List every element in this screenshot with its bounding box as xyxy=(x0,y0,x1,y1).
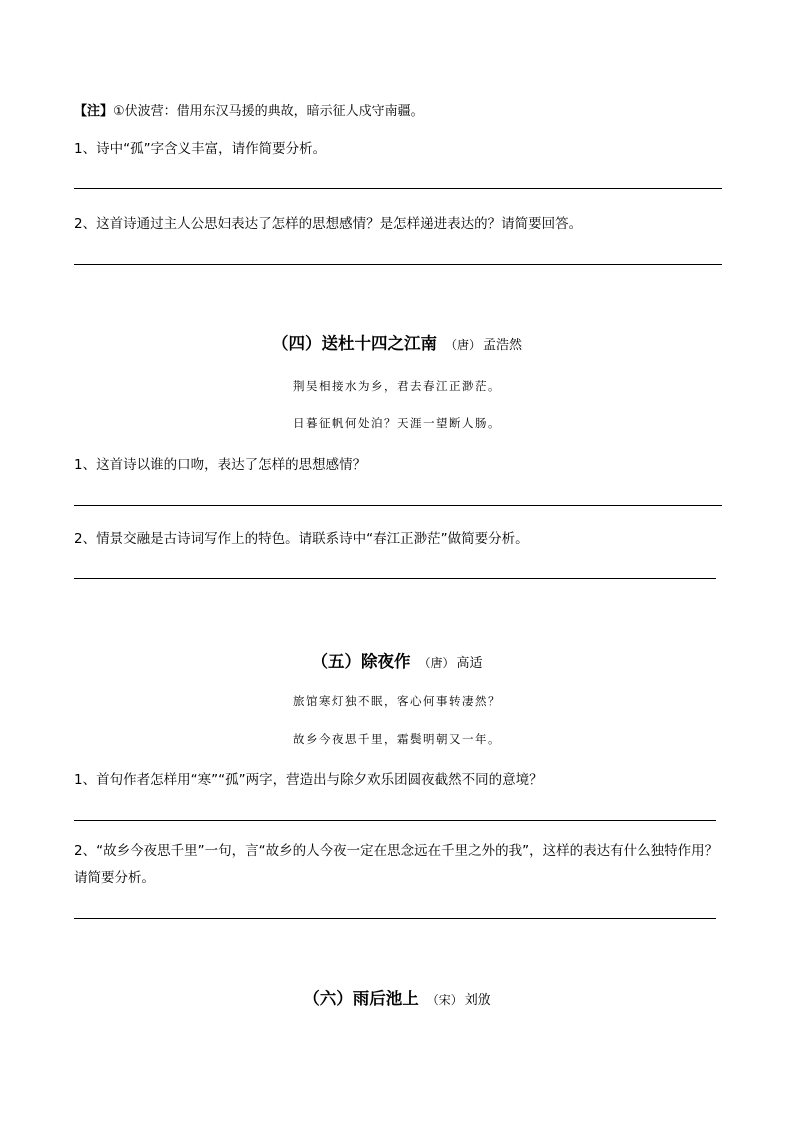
answer-line-3-1[interactable] xyxy=(74,188,722,189)
question-3-2: 2、这首诗通过主人公思妇表达了怎样的思想感情？是怎样递进表达的？请简要回答。 xyxy=(74,216,583,232)
poem-title-5 xyxy=(0,648,794,672)
question-5-2: 2、“故乡今夜思千里”一句，言“故乡的人今夜一定在思念远在千里之外的我”，这样的表达有什么独特作用？请简要分析。 xyxy=(74,843,719,886)
answer-line-4-1[interactable] xyxy=(74,505,722,506)
poem-5-line-2: 故乡今夜思千里，霜鬓明朝又一年。 xyxy=(293,732,501,746)
poem-5-line-1: 旅馆寒灯独不眠，客心何事转凄然？ xyxy=(293,694,501,708)
question-4-2: 2、情景交融是古诗词写作上的特色。请联系诗中“春江正渺茫”做简要分析。 xyxy=(74,531,529,547)
poem-title-4-author: 孟浩然 xyxy=(483,338,523,353)
poem-title-6 xyxy=(0,985,794,1009)
question-4-1: 1、这首诗以谁的口吻，表达了怎样的思想感情？ xyxy=(74,457,367,473)
poem-title-5-author: 高适 xyxy=(456,656,483,671)
question-3-1: 1、诗中“孤”字含义丰富，请作简要分析。 xyxy=(74,141,327,157)
answer-line-4-2[interactable] xyxy=(74,578,716,579)
poem-title-6-dynasty: （宋） xyxy=(426,993,463,1007)
footnote-text: ①伏波营：借用东汉马援的典故，暗示征人戍守南疆。 xyxy=(113,104,424,119)
poem-title-4 xyxy=(0,330,794,354)
poem-4-line-1: 荆吴相接水为乡，君去春江正渺茫。 xyxy=(293,379,501,393)
question-5-1: 1、首句作者怎样用“寒”“孤”两字，营造出与除夕欢乐团圆夜截然不同的意境？ xyxy=(74,772,543,788)
answer-line-5-1[interactable] xyxy=(74,820,716,821)
poem-title-5-dynasty: （唐） xyxy=(418,656,455,670)
poem-title-5-name: （五）除夜作 xyxy=(311,652,411,671)
footnote-label: 【注】 xyxy=(74,104,114,119)
poem-title-4-name: （四）送杜十四之江南 xyxy=(271,334,437,353)
poem-title-6-author: 刘攽 xyxy=(464,993,491,1008)
answer-line-3-2[interactable] xyxy=(74,264,722,265)
poem-title-4-dynasty: （唐） xyxy=(444,338,481,352)
poem-title-6-name: （六）雨后池上 xyxy=(303,989,419,1008)
answer-line-5-2[interactable] xyxy=(74,918,716,919)
poem-4-line-2: 日暮征帆何处泊？天涯一望断人肠。 xyxy=(293,416,501,430)
footnote xyxy=(74,100,424,119)
